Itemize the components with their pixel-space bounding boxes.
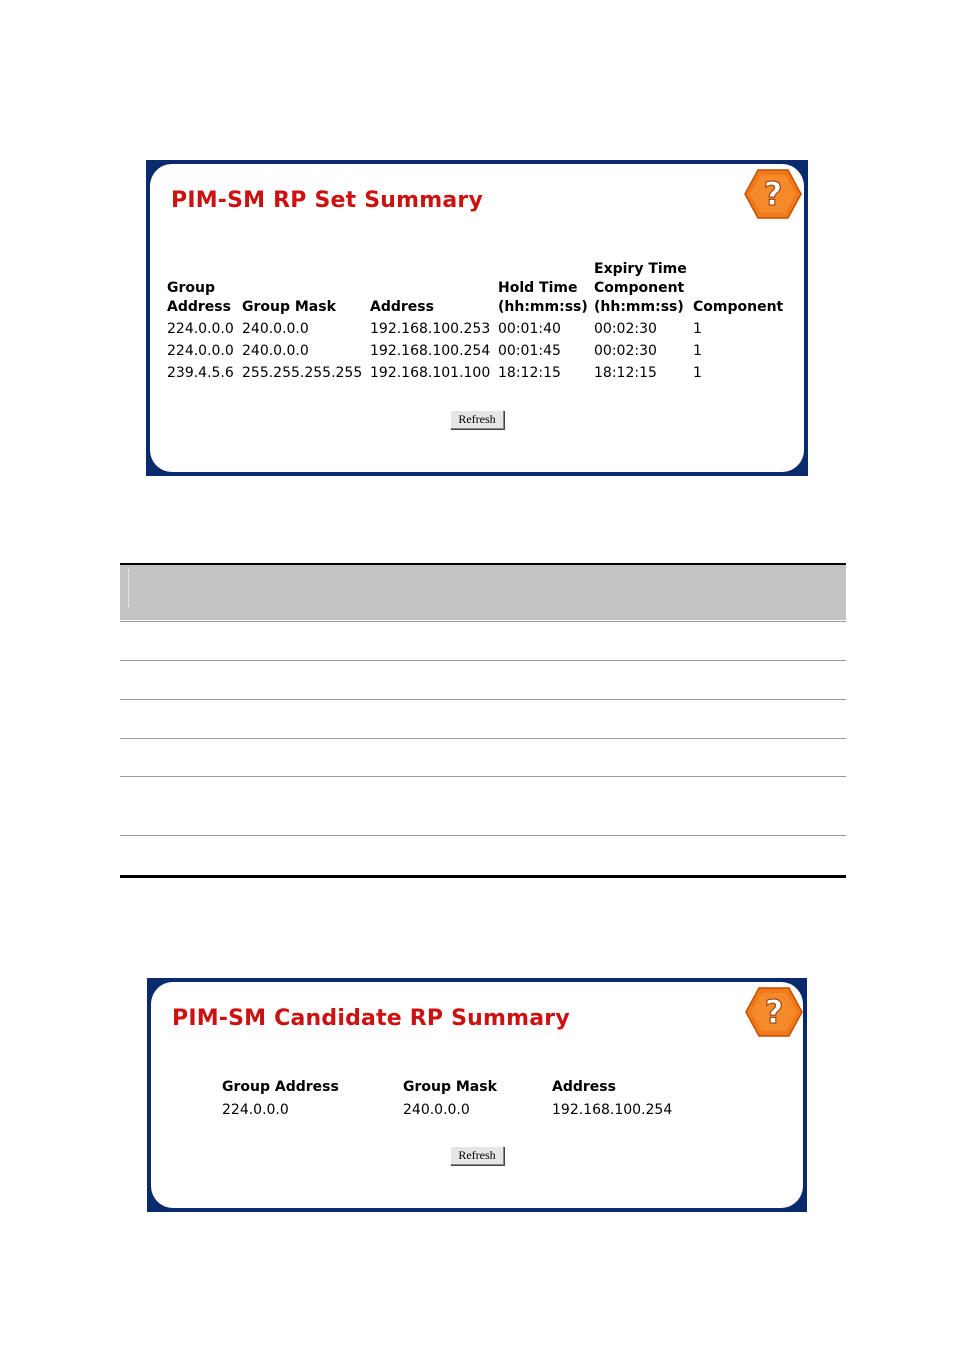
cell-address: 192.168.101.100 (370, 365, 491, 381)
rp-set-panel (146, 160, 808, 476)
col-header-group-mask: Group Mask (403, 1079, 497, 1095)
candidate-rp-panel-body (151, 982, 803, 1208)
cell-group-address: 224.0.0.0 (222, 1102, 289, 1118)
header-line: Hold Time (498, 280, 578, 296)
col-header-group-mask (242, 298, 336, 317)
table-row-divider (120, 738, 846, 739)
col-header-address (370, 298, 434, 317)
cell-group-mask: 240.0.0.0 (403, 1102, 470, 1118)
col-header-address: Address (552, 1079, 616, 1095)
header-line: (hh:mm:ss) (594, 299, 684, 315)
header-line: Address (370, 299, 434, 315)
cell-component: 1 (693, 321, 702, 337)
col-header-group-address (167, 279, 231, 317)
cell-group-address: 224.0.0.0 (167, 343, 234, 359)
cell-address: 192.168.100.254 (370, 343, 491, 359)
header-line: Component (594, 280, 685, 296)
header-line: Component (693, 299, 784, 315)
cell-group-address: 239.4.5.6 (167, 365, 234, 381)
table-header-row (120, 565, 846, 620)
cell-component: 1 (693, 343, 702, 359)
page-title: PIM-SM Candidate RP Summary (172, 1006, 570, 1031)
rp-set-panel-body (150, 164, 804, 472)
table-row-divider (120, 776, 846, 777)
refresh-button[interactable]: Refresh (450, 410, 504, 429)
col-header-expiry-time (594, 260, 687, 317)
cell-hold-time: 00:01:45 (498, 343, 561, 359)
svg-text:?: ? (764, 993, 784, 1031)
header-line: (hh:mm:ss) (498, 299, 588, 315)
svg-text:?: ? (763, 175, 783, 213)
table-row-divider (120, 699, 846, 700)
cell-component: 1 (693, 365, 702, 381)
refresh-button[interactable]: Refresh (450, 1146, 504, 1165)
table-row-divider (120, 660, 846, 661)
cell-expiry-time: 18:12:15 (594, 365, 657, 381)
cell-group-mask: 240.0.0.0 (242, 321, 309, 337)
cell-address: 192.168.100.253 (370, 321, 491, 337)
cell-expiry-time: 00:02:30 (594, 343, 657, 359)
cell-group-address: 224.0.0.0 (167, 321, 234, 337)
header-line: Group Mask (242, 299, 336, 315)
candidate-rp-panel (147, 978, 807, 1212)
help-icon[interactable] (744, 986, 804, 1038)
cell-group-mask: 240.0.0.0 (242, 343, 309, 359)
cell-address: 192.168.100.254 (552, 1102, 673, 1118)
cell-hold-time: 00:01:40 (498, 321, 561, 337)
cell-hold-time: 18:12:15 (498, 365, 561, 381)
table-row-divider (120, 835, 846, 836)
help-icon[interactable] (743, 168, 803, 220)
table-header-divider (128, 569, 129, 607)
header-line: Group (167, 280, 216, 296)
col-header-group-address: Group Address (222, 1079, 339, 1095)
page-title: PIM-SM RP Set Summary (171, 188, 483, 213)
col-header-component (693, 298, 783, 317)
col-header-hold-time (498, 279, 588, 317)
table-bottom-rule (120, 875, 846, 878)
cell-group-mask: 255.255.255.255 (242, 365, 363, 381)
header-line: Expiry Time (594, 261, 687, 277)
header-line: Address (167, 299, 231, 315)
table-row-divider (120, 621, 846, 622)
cell-expiry-time: 00:02:30 (594, 321, 657, 337)
